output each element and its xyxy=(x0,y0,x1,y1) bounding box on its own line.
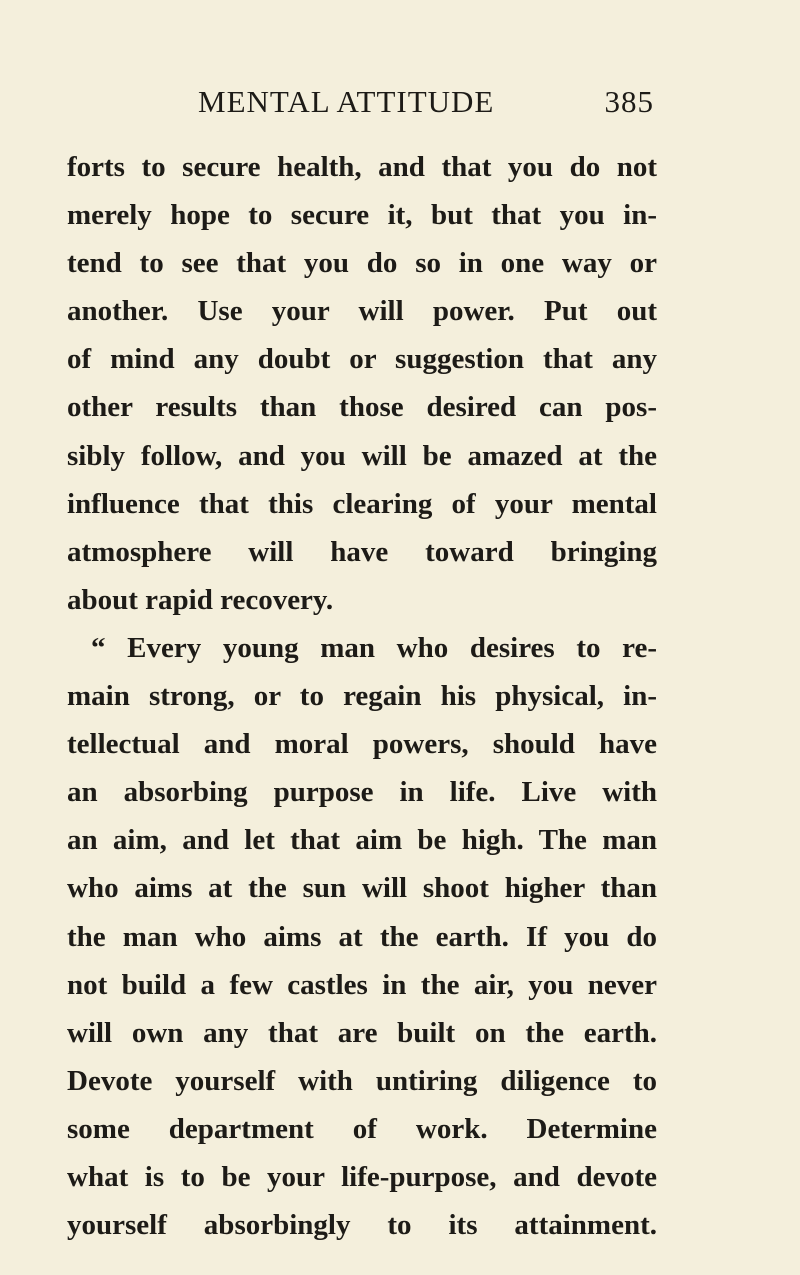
paragraph-start-line: “ Every young man who desires to re- xyxy=(91,631,657,664)
text-line: another. Use your will power. Put out xyxy=(67,295,657,328)
text-line: forts to secure health, and that you do not xyxy=(67,151,657,183)
text-line: will own any that are built on the earth. xyxy=(67,1016,657,1049)
text-line: of mind any doubt or suggestion that any xyxy=(67,343,657,376)
paragraph-end-line: about rapid recovery. xyxy=(67,583,334,616)
text-line: other results than those desired can pos- xyxy=(67,391,657,424)
text-line: atmosphere will have toward bringing xyxy=(67,535,657,568)
body-text xyxy=(67,143,657,1249)
text-line: sibly follow, and you will be amazed at the xyxy=(67,439,657,472)
text-line: an absorbing purpose in life. Live with xyxy=(67,776,657,809)
text-line: influence that this clearing of your mental xyxy=(67,487,657,520)
text-line: what is to be your life-purpose, and devote xyxy=(67,1160,657,1193)
page-number: 385 xyxy=(604,84,654,119)
text-line: not build a few castles in the air, you never xyxy=(67,968,657,1001)
text-line: tellectual and moral powers, should have xyxy=(67,728,657,761)
text-line: the man who aims at the earth. If you do xyxy=(67,920,657,953)
text-line: main strong, or to regain his physical, in- xyxy=(67,680,657,713)
text-line: who aims at the sun will shoot higher than xyxy=(67,872,657,905)
running-head xyxy=(198,84,654,124)
text-line: tend to see that you do so in one way or xyxy=(67,247,657,280)
text-line: yourself absorbingly to its attainment. xyxy=(67,1209,657,1242)
text-line: an aim, and let that aim be high. The man xyxy=(67,824,657,857)
text-line: some department of work. Determine xyxy=(67,1112,657,1145)
running-title: MENTAL ATTITUDE xyxy=(198,84,495,119)
text-line: Devote yourself with untiring diligence to xyxy=(67,1064,657,1097)
text-line: merely hope to secure it, but that you in- xyxy=(67,199,657,232)
